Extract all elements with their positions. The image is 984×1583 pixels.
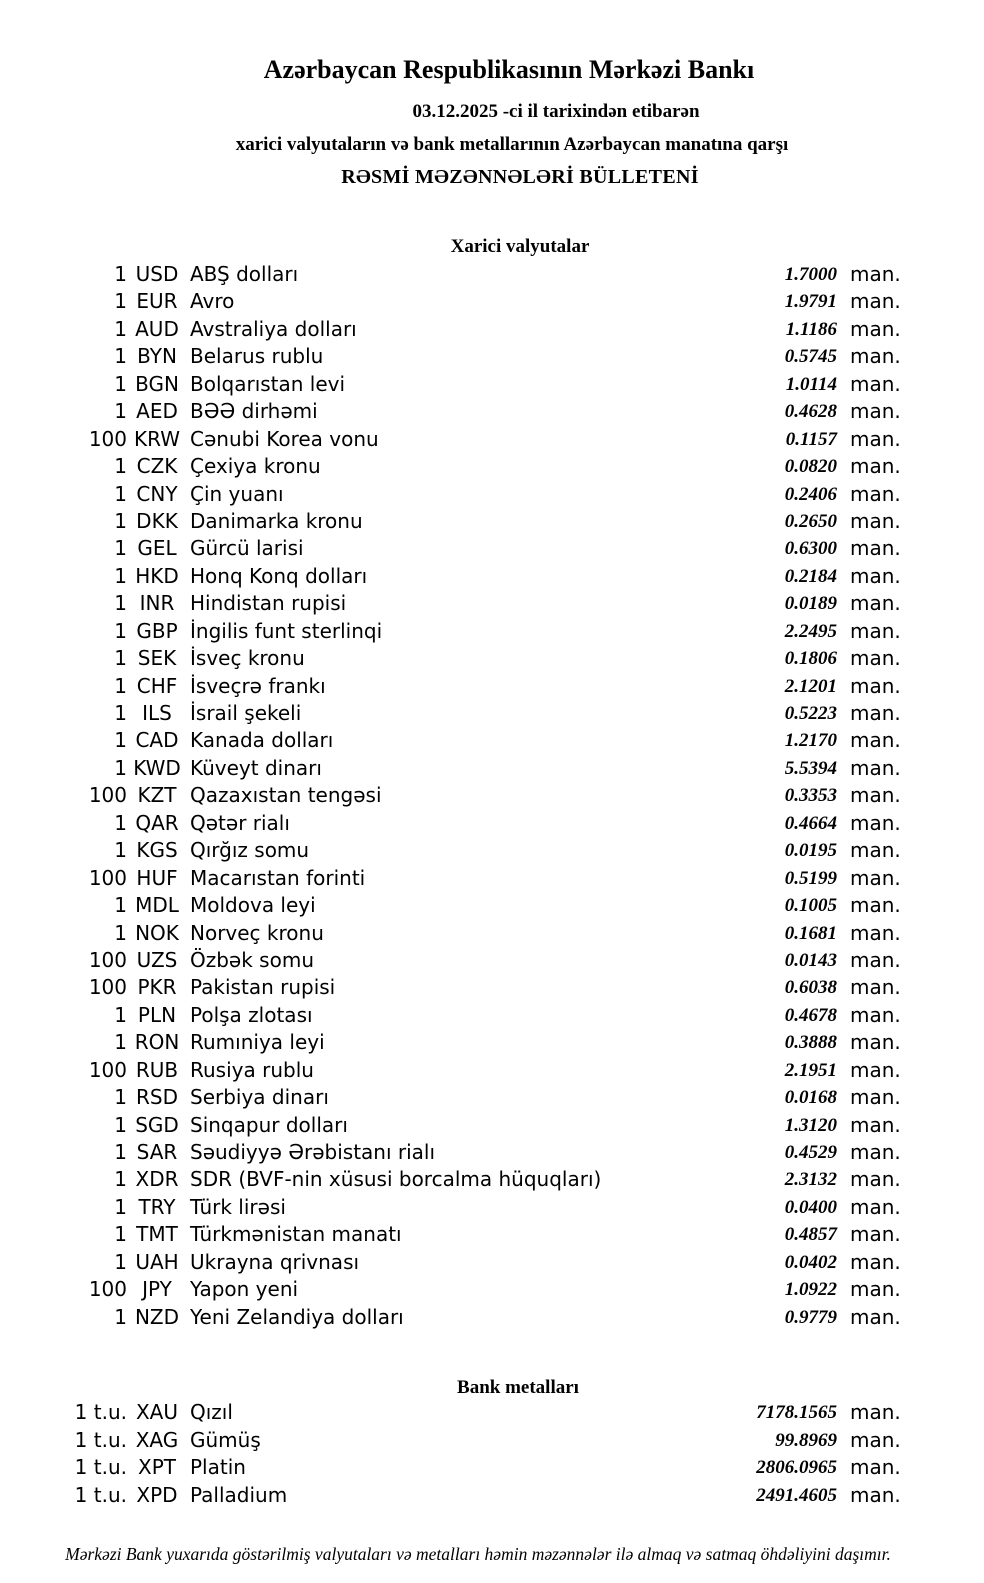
row-quantity: 1	[114, 810, 127, 835]
row-quantity: 100	[88, 947, 127, 972]
row-rate-unit: man.	[850, 1483, 901, 1508]
row-rate-unit: man.	[850, 865, 901, 890]
row-currency-name: Danimarka kronu	[190, 508, 363, 533]
table-row	[0, 947, 984, 974]
row-rate-unit: man.	[850, 1167, 901, 1192]
row-rate-unit: man.	[850, 893, 901, 918]
row-currency-name: Norveç kronu	[190, 920, 324, 945]
table-row	[0, 261, 984, 288]
row-rate-value: 0.4664	[784, 812, 837, 834]
row-rate-value: 0.5223	[784, 703, 837, 724]
table-row	[0, 1399, 984, 1427]
table-row	[0, 1276, 984, 1303]
row-rate-unit: man.	[850, 701, 901, 725]
row-rate-unit: man.	[850, 1140, 901, 1164]
row-quantity: 1	[114, 1194, 127, 1219]
table-row	[0, 837, 984, 864]
row-currency-code: PLN	[137, 1002, 177, 1027]
row-currency-name: Honq Konq dolları	[190, 563, 368, 588]
table-row	[0, 1084, 984, 1111]
row-quantity: 1	[114, 1167, 127, 1192]
row-currency-code: HKD	[135, 563, 179, 588]
row-rate-unit: man.	[850, 371, 901, 396]
row-currency-name: Yapon yeni	[190, 1277, 299, 1302]
row-currency-code: RON	[134, 1030, 180, 1055]
row-rate-unit: man.	[850, 947, 901, 972]
metal-rates-table	[0, 1399, 984, 1510]
row-currency-code: SGD	[135, 1112, 179, 1137]
table-row	[0, 316, 984, 343]
row-currency-name: Türkmənistan manatı	[190, 1222, 402, 1247]
row-currency-name: Macarıstan forinti	[190, 865, 366, 890]
row-currency-name: Kanada dolları	[190, 728, 334, 753]
row-rate-value: 2.1951	[784, 1059, 837, 1081]
section-title-foreign-currencies: Xarici valyutalar	[450, 236, 590, 257]
row-quantity: 1	[114, 920, 127, 945]
row-quantity: 1 t.u.	[74, 1455, 127, 1480]
row-rate-unit: man.	[850, 289, 901, 314]
row-rate-unit: man.	[850, 536, 901, 561]
row-rate-unit: man.	[850, 783, 901, 808]
row-currency-name: Çin yuanı	[190, 481, 284, 506]
row-currency-name: Rusiya rublu	[190, 1057, 314, 1082]
row-currency-code: ILS	[142, 701, 172, 725]
row-currency-code: TMT	[136, 1222, 178, 1247]
table-row	[0, 288, 984, 315]
row-quantity: 1 t.u.	[74, 1400, 127, 1424]
row-rate-value: 1.7000	[784, 264, 837, 285]
row-rate-value: 0.6038	[784, 977, 837, 999]
row-rate-unit: man.	[850, 1057, 901, 1082]
row-rate-value: 0.0143	[784, 949, 837, 971]
row-metal-code: XPD	[136, 1483, 178, 1508]
row-rate-value: 0.5199	[784, 867, 837, 889]
row-quantity: 1	[114, 673, 127, 698]
row-quantity: 1	[114, 1140, 127, 1164]
row-quantity: 1	[114, 646, 127, 671]
row-rate-value: 0.3888	[784, 1032, 837, 1054]
row-metal-code: XAG	[135, 1427, 179, 1452]
row-rate-value: 0.1005	[784, 895, 837, 917]
row-currency-name: Çexiya kronu	[190, 454, 321, 479]
table-row	[0, 700, 984, 727]
row-rate-value: 0.9779	[784, 1306, 837, 1328]
row-currency-code: KZT	[137, 783, 177, 808]
row-currency-name: Qırğız somu	[190, 838, 310, 863]
row-metal-name: Platin	[190, 1455, 246, 1480]
bulletin-title: RƏSMİ MƏZƏNNƏLƏRİ BÜLLETENİ	[341, 166, 699, 188]
row-currency-name: İsveç kronu	[190, 646, 305, 671]
row-rate-unit: man.	[850, 426, 901, 451]
row-rate-unit: man.	[850, 399, 901, 424]
table-row	[0, 618, 984, 645]
row-rate-unit: man.	[850, 838, 901, 863]
row-rate-unit: man.	[850, 1002, 901, 1027]
row-rate-unit: man.	[850, 755, 901, 780]
row-rate-unit: man.	[850, 728, 901, 753]
row-quantity: 1	[114, 1030, 127, 1055]
row-rate-unit: man.	[850, 1249, 901, 1274]
row-rate-unit: man.	[850, 1277, 901, 1302]
disclaimer-text: Mərkəzi Bank yuxarıda göstərilmiş valyutaları və metalları həmin məzənnələr ilə almaq və satmaq öhdəliyini daşımır.	[65, 1544, 891, 1564]
row-currency-code: JPY	[142, 1277, 172, 1302]
row-currency-code: EUR	[136, 289, 178, 314]
row-quantity: 1	[114, 371, 127, 396]
table-row	[0, 1249, 984, 1276]
row-quantity: 1 t.u.	[74, 1483, 127, 1508]
row-currency-code: PKR	[137, 975, 177, 1000]
row-currency-code: SEK	[137, 646, 177, 671]
row-currency-name: İsrail şekeli	[190, 701, 302, 725]
row-currency-code: GBP	[136, 618, 178, 643]
row-quantity: 1	[114, 508, 127, 533]
row-currency-name: Cənubi Korea vonu	[190, 426, 379, 451]
row-currency-code: HUF	[136, 865, 178, 890]
table-row	[0, 453, 984, 480]
row-quantity: 1	[114, 1002, 127, 1027]
row-rate-value: 0.2650	[784, 510, 837, 532]
row-quantity: 1	[114, 591, 127, 616]
row-quantity: 1	[114, 618, 127, 643]
row-quantity: 1	[114, 755, 127, 780]
table-row	[0, 755, 984, 782]
row-rate-value: 0.1806	[784, 648, 837, 670]
row-currency-name: Hindistan rupisi	[190, 591, 347, 616]
row-rate-unit: man.	[850, 481, 901, 506]
row-quantity: 100	[88, 865, 127, 890]
row-currency-code: CZK	[136, 454, 178, 479]
row-currency-code: USD	[135, 262, 179, 286]
row-rate-unit: man.	[850, 508, 901, 533]
subject-line: xarici valyutaların və bank metallarının Azərbaycan manatına qarşı	[235, 134, 789, 155]
row-currency-code: UAH	[135, 1249, 179, 1274]
row-quantity: 1	[114, 399, 127, 424]
effective-date-line: 03.12.2025 -ci il tarixindən etibarən	[412, 101, 700, 122]
bank-name-title: Azərbaycan Respublikasının Mərkəzi Bankı	[263, 55, 755, 84]
row-currency-code: GEL	[137, 536, 177, 561]
row-quantity: 1	[114, 289, 127, 314]
table-row	[0, 645, 984, 672]
row-quantity: 1	[114, 316, 127, 341]
table-row	[0, 920, 984, 947]
row-metal-code: XAU	[135, 1400, 179, 1424]
row-currency-code: BGN	[135, 371, 179, 396]
row-currency-code: CNY	[136, 481, 178, 506]
table-row	[0, 1454, 984, 1482]
row-rate-value: 0.0189	[784, 593, 837, 615]
row-rate-unit: man.	[850, 1194, 901, 1219]
row-currency-code: QAR	[135, 810, 179, 835]
table-row	[0, 1139, 984, 1166]
table-row	[0, 1029, 984, 1056]
row-currency-name: BƏƏ dirhəmi	[190, 399, 318, 424]
row-rate-value: 2491.4605	[756, 1485, 837, 1507]
table-row	[0, 1304, 984, 1331]
row-rate-value: 7178.1565	[756, 1402, 837, 1423]
row-currency-name: Avstraliya dolları	[190, 316, 357, 341]
row-currency-name: SDR (BVF-nin xüsusi borcalma hüquqları)	[190, 1167, 602, 1192]
row-currency-code: TRY	[138, 1194, 176, 1219]
table-row	[0, 563, 984, 590]
table-row	[0, 426, 984, 453]
row-rate-value: 0.6300	[784, 538, 837, 560]
row-rate-value: 0.5745	[784, 346, 837, 368]
table-row	[0, 1221, 984, 1248]
row-rate-value: 0.4678	[784, 1004, 837, 1026]
row-rate-value: 1.2170	[784, 730, 837, 752]
row-quantity: 100	[88, 783, 127, 808]
table-row	[0, 1002, 984, 1029]
table-row	[0, 1482, 984, 1510]
row-rate-unit: man.	[850, 316, 901, 341]
row-currency-name: Avro	[190, 289, 235, 314]
row-quantity: 1	[114, 701, 127, 725]
row-rate-value: 0.1157	[785, 428, 837, 450]
row-rate-value: 1.0114	[785, 373, 837, 395]
row-currency-code: NZD	[134, 1304, 180, 1329]
table-row	[0, 673, 984, 700]
section-title-bank-metals: Bank metalları	[457, 1377, 579, 1398]
row-quantity: 100	[88, 975, 127, 1000]
row-currency-name: Qətər rialı	[190, 810, 290, 835]
table-row	[0, 535, 984, 562]
row-quantity: 1	[114, 1222, 127, 1247]
row-currency-code: KRW	[134, 426, 180, 451]
table-row	[0, 1112, 984, 1139]
row-rate-value: 0.0400	[784, 1196, 837, 1218]
row-rate-value: 0.2406	[784, 483, 837, 505]
row-quantity: 1	[114, 454, 127, 479]
row-rate-unit: man.	[850, 1030, 901, 1055]
row-metal-name: Qızıl	[190, 1400, 233, 1424]
row-currency-code: NOK	[135, 920, 179, 945]
row-currency-code: XDR	[135, 1167, 179, 1192]
row-quantity: 1	[114, 563, 127, 588]
row-currency-code: AED	[136, 399, 178, 424]
table-row	[0, 398, 984, 425]
row-rate-unit: man.	[850, 563, 901, 588]
row-rate-value: 0.2184	[784, 565, 837, 587]
row-currency-name: Küveyt dinarı	[190, 755, 322, 780]
row-currency-name: Rumıniya leyi	[190, 1030, 325, 1055]
row-rate-unit: man.	[850, 454, 901, 479]
row-quantity: 100	[88, 426, 127, 451]
row-currency-name: Pakistan rupisi	[190, 975, 336, 1000]
row-rate-unit: man.	[850, 673, 901, 698]
row-quantity: 1	[114, 1304, 127, 1329]
table-row	[0, 892, 984, 919]
row-rate-value: 5.5394	[784, 757, 837, 779]
row-rate-unit: man.	[850, 1400, 901, 1424]
row-rate-value: 0.4529	[784, 1142, 837, 1163]
row-currency-code: KWD	[133, 755, 181, 780]
row-currency-code: RUB	[135, 1057, 179, 1082]
table-row	[0, 343, 984, 370]
row-metal-code: XPT	[138, 1455, 176, 1480]
table-row	[0, 1427, 984, 1455]
row-rate-unit: man.	[850, 1455, 901, 1480]
table-row	[0, 1166, 984, 1193]
row-currency-name: Sinqapur dolları	[190, 1112, 348, 1137]
row-quantity: 1	[114, 1085, 127, 1110]
row-rate-value: 0.0402	[784, 1251, 837, 1273]
table-row	[0, 481, 984, 508]
row-quantity: 100	[88, 1277, 127, 1302]
row-rate-value: 2.3132	[784, 1169, 837, 1191]
row-currency-code: KGS	[136, 838, 178, 863]
row-metal-name: Gümüş	[190, 1427, 261, 1452]
row-currency-code: AUD	[135, 316, 179, 341]
table-row	[0, 590, 984, 617]
row-quantity: 1	[114, 481, 127, 506]
row-rate-unit: man.	[850, 1427, 901, 1452]
row-currency-name: Gürcü larisi	[190, 536, 304, 561]
row-rate-value: 1.3120	[784, 1114, 837, 1136]
row-rate-value: 2.1201	[784, 675, 837, 697]
row-quantity: 1	[114, 536, 127, 561]
row-currency-name: Qazaxıstan tengəsi	[190, 783, 382, 808]
row-rate-value: 99.8969	[775, 1429, 837, 1451]
row-rate-value: 2806.0965	[756, 1457, 837, 1479]
row-currency-code: RSD	[136, 1085, 178, 1110]
row-rate-value: 0.4628	[784, 401, 837, 423]
row-rate-unit: man.	[850, 1304, 901, 1329]
row-rate-unit: man.	[850, 975, 901, 1000]
row-rate-unit: man.	[850, 262, 901, 286]
table-row	[0, 974, 984, 1001]
row-quantity: 1 t.u.	[74, 1427, 127, 1452]
row-rate-unit: man.	[850, 646, 901, 671]
row-quantity: 1	[114, 838, 127, 863]
table-row	[0, 865, 984, 892]
row-rate-unit: man.	[850, 920, 901, 945]
row-currency-name: Belarus rublu	[190, 344, 324, 369]
row-currency-name: Yeni Zelandiya dolları	[190, 1304, 404, 1329]
table-row	[0, 810, 984, 837]
row-quantity: 1	[114, 1112, 127, 1137]
row-rate-unit: man.	[850, 1085, 901, 1110]
row-rate-unit: man.	[850, 344, 901, 369]
row-quantity: 1	[114, 1249, 127, 1274]
row-currency-code: INR	[139, 591, 175, 616]
row-currency-code: BYN	[137, 344, 177, 369]
row-currency-name: ABŞ dolları	[190, 262, 299, 286]
row-currency-name: Ukrayna qrivnası	[190, 1249, 360, 1274]
row-quantity: 1	[114, 344, 127, 369]
row-rate-unit: man.	[850, 618, 901, 643]
row-quantity: 1	[114, 728, 127, 753]
row-currency-name: Serbiya dinarı	[190, 1085, 329, 1110]
row-rate-unit: man.	[850, 1112, 901, 1137]
row-currency-name: Moldova leyi	[190, 893, 316, 918]
row-rate-value: 1.1186	[785, 318, 837, 340]
row-rate-unit: man.	[850, 591, 901, 616]
row-rate-value: 0.0195	[784, 840, 837, 862]
table-row	[0, 1194, 984, 1221]
row-quantity: 1	[114, 262, 127, 286]
row-currency-name: İsveçrə frankı	[190, 673, 326, 698]
row-metal-name: Palladium	[190, 1483, 288, 1508]
table-row	[0, 508, 984, 535]
row-rate-value: 0.0168	[784, 1087, 837, 1109]
row-currency-code: CHF	[136, 673, 178, 698]
row-currency-name: Türk lirəsi	[190, 1194, 286, 1219]
row-currency-name: Polşa zlotası	[190, 1002, 313, 1027]
currency-rates-table	[0, 261, 984, 1331]
table-row	[0, 782, 984, 809]
row-rate-unit: man.	[850, 810, 901, 835]
row-rate-unit: man.	[850, 1222, 901, 1247]
row-currency-name: Bolqarıstan levi	[190, 371, 346, 396]
row-rate-value: 1.0922	[784, 1279, 837, 1301]
row-rate-value: 0.3353	[784, 785, 837, 807]
row-currency-code: CAD	[135, 728, 179, 753]
table-row	[0, 727, 984, 754]
row-rate-value: 0.4857	[784, 1224, 837, 1246]
row-currency-code: SAR	[136, 1140, 178, 1164]
table-row	[0, 371, 984, 398]
row-currency-code: MDL	[135, 893, 179, 918]
table-row	[0, 1057, 984, 1084]
row-rate-value: 1.9791	[784, 291, 837, 313]
row-quantity: 1	[114, 893, 127, 918]
row-rate-value: 0.0820	[784, 456, 837, 478]
row-rate-value: 2.2495	[784, 620, 837, 642]
row-currency-code: UZS	[136, 947, 178, 972]
row-currency-name: İngilis funt sterlinqi	[190, 618, 383, 643]
row-quantity: 100	[88, 1057, 127, 1082]
row-currency-code: DKK	[136, 508, 178, 533]
row-rate-value: 0.1681	[784, 922, 837, 944]
row-currency-name: Səudiyyə Ərəbistanı rialı	[190, 1140, 436, 1164]
row-currency-name: Özbək somu	[190, 947, 314, 972]
